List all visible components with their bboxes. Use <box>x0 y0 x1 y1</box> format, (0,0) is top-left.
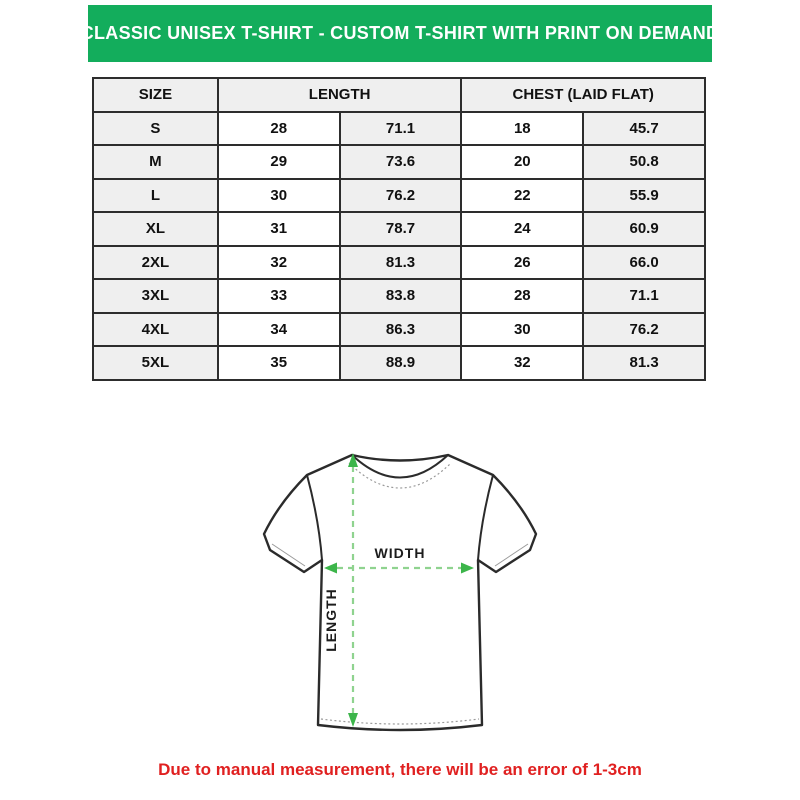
length-cm-cell: 81.3 <box>340 246 462 280</box>
chest-inch-cell: 18 <box>461 112 583 146</box>
chest-inch-cell: 20 <box>461 145 583 179</box>
chest-cm-cell: 60.9 <box>583 212 705 246</box>
size-cell: L <box>93 179 218 213</box>
chest-cm-cell: 76.2 <box>583 313 705 347</box>
length-cm-cell: 86.3 <box>340 313 462 347</box>
table-row <box>93 313 705 347</box>
size-cell: M <box>93 145 218 179</box>
length-inch-cell: 35 <box>218 346 340 380</box>
length-inch-cell: 34 <box>218 313 340 347</box>
width-arrow-label: WIDTH <box>374 545 426 561</box>
length-inch-cell: 30 <box>218 179 340 213</box>
tshirt-measurement-diagram <box>258 442 542 740</box>
table-row <box>93 246 705 280</box>
length-cm-cell: 83.8 <box>340 279 462 313</box>
size-cell: S <box>93 112 218 146</box>
chest-cm-cell: 71.1 <box>583 279 705 313</box>
table-row <box>93 179 705 213</box>
table-row <box>93 145 705 179</box>
chest-cm-cell: 50.8 <box>583 145 705 179</box>
header-row <box>93 78 705 112</box>
chest-cm-cell: 55.9 <box>583 179 705 213</box>
length-inch-cell: 28 <box>218 112 340 146</box>
table-row <box>93 212 705 246</box>
length-inch-cell: 32 <box>218 246 340 280</box>
length-inch-cell: 33 <box>218 279 340 313</box>
size-cell: 2XL <box>93 246 218 280</box>
length-arrow-label: LENGTH <box>323 588 339 652</box>
size-cell: 4XL <box>93 313 218 347</box>
table-row <box>93 279 705 313</box>
size-cell: 3XL <box>93 279 218 313</box>
table-row <box>93 112 705 146</box>
chest-cm-cell: 45.7 <box>583 112 705 146</box>
length-cm-cell: 76.2 <box>340 179 462 213</box>
tshirt-diagram-svg <box>258 442 542 740</box>
col-header-length: LENGTH <box>218 78 462 112</box>
length-cm-cell: 73.6 <box>340 145 462 179</box>
col-header-chest: CHEST (LAID FLAT) <box>461 78 705 112</box>
chest-inch-cell: 26 <box>461 246 583 280</box>
tshirt-outline-drawing <box>264 455 536 730</box>
measurement-disclaimer: Due to manual measurement, there will be an error of 1-3cm <box>158 760 642 779</box>
size-chart-table <box>92 77 706 381</box>
size-cell: XL <box>93 212 218 246</box>
chest-cm-cell: 81.3 <box>583 346 705 380</box>
table-row <box>93 346 705 380</box>
chest-cm-cell: 66.0 <box>583 246 705 280</box>
length-inch-cell: 29 <box>218 145 340 179</box>
chest-inch-cell: 32 <box>461 346 583 380</box>
page-title: CLASSIC UNISEX T-SHIRT - CUSTOM T-SHIRT WITH PRINT ON DEMAND <box>80 23 720 43</box>
length-inch-cell: 31 <box>218 212 340 246</box>
col-header-size: SIZE <box>93 78 218 112</box>
chest-inch-cell: 30 <box>461 313 583 347</box>
chest-inch-cell: 28 <box>461 279 583 313</box>
size-cell: 5XL <box>93 346 218 380</box>
title-banner <box>80 5 720 62</box>
length-cm-cell: 78.7 <box>340 212 462 246</box>
chest-inch-cell: 22 <box>461 179 583 213</box>
length-cm-cell: 88.9 <box>340 346 462 380</box>
chest-inch-cell: 24 <box>461 212 583 246</box>
length-cm-cell: 71.1 <box>340 112 462 146</box>
